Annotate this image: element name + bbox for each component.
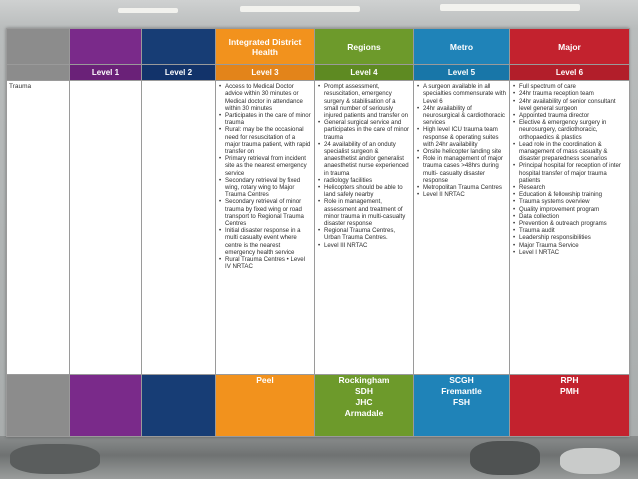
list-item: • General surgical service and participates in the care of minor trauma [324, 119, 411, 141]
list-item: • Secondary retrieval by fixed wing, rotary wing to Major Trauma Centres [225, 177, 312, 199]
footer-cell-level6 [510, 374, 630, 436]
level3-list [216, 81, 314, 270]
list-item: • Prompt assessment, resuscitation, emergency surgery & stabilisation of a small number of seriously injured patients and transfer on [324, 83, 411, 119]
list-item: • Helicopters should be able to land safely nearby [324, 184, 411, 198]
list-item: • Level I NRTAC [519, 249, 627, 256]
header-cell-regions: Regions [315, 29, 414, 65]
footer-cell-level1 [70, 374, 142, 436]
room-floor [0, 436, 638, 479]
level5-body-cell [414, 81, 510, 375]
level-cell-1: Level 1 [70, 65, 142, 81]
list-item: • Leadership responsibilities [519, 234, 627, 241]
hospital-name: RPH [560, 374, 579, 385]
list-item: • Education & fellowship training [519, 191, 627, 198]
list-item: • Rural Trauma Centres • Level IV NRTAC [225, 256, 312, 270]
list-item: • Onsite helicopter landing site [423, 148, 507, 155]
hospital-name: SDH [355, 385, 373, 396]
level4-list [315, 81, 413, 249]
trauma-levels-slide [6, 28, 629, 437]
list-item: • Data collection [519, 213, 627, 220]
hospital-name: Rockingham [338, 374, 390, 385]
hospital-name: Peel [256, 374, 274, 385]
level-cell-5: Level 5 [414, 65, 510, 81]
list-item: • Principal hospital for reception of inter hospital transfer of major trauma patients [519, 162, 627, 184]
list-item: • 24hr availability of neurosurgical & cardiothoracic services [423, 105, 507, 127]
level-cell-6: Level 6 [510, 65, 630, 81]
level6-body-cell [510, 81, 630, 375]
ceiling-light [240, 6, 360, 12]
list-item: • Rural: may be the occasional need for resuscitation of a major trauma patient, with rapid transfer on [225, 126, 312, 155]
ceiling-light [440, 4, 580, 11]
header-cell-level2 [142, 29, 216, 65]
list-item: • Access to Medical Doctor advice within 30 minutes or Medical doctor in attendance within 30 minutes [225, 83, 312, 112]
hospital-name: PMH [560, 385, 579, 396]
trauma-row [7, 81, 630, 375]
level-cell-4: Level 4 [315, 65, 414, 81]
list-item: • Trauma audit [519, 227, 627, 234]
list-item: • Prevention & outreach programs [519, 220, 627, 227]
list-item: • Research [519, 184, 627, 191]
level-cell-label [7, 65, 70, 81]
list-item: • Initial disaster response in a multi casualty event where centre is the nearest emergency health service [225, 227, 312, 256]
list-item: • Appointed trauma director [519, 112, 627, 119]
level-cell-2: Level 2 [142, 65, 216, 81]
level1-body-cell [70, 81, 142, 375]
floor-shape [470, 441, 540, 475]
list-item: • Level II NRTAC [423, 191, 507, 198]
header-cell-level1 [70, 29, 142, 65]
level3-body-cell [216, 81, 315, 375]
list-item: • Lead role in the coordination & management of mass casualty & disaster preparedness scenarios [519, 141, 627, 163]
list-item: • Secondary retrieval of minor trauma by fixed wing or road transport to Regional Trauma Centres [225, 198, 312, 227]
list-item: • Metropolitan Trauma Centres [423, 184, 507, 191]
header-cell-metro: Metro [414, 29, 510, 65]
list-item: • Role in management of major trauma cases >48hrs during multi- casualty disaster response [423, 155, 507, 184]
list-item: • 24 availability of an onduty specialist surgeon & anaesthetist and/or generalist anaesthetist nurse experienced in trauma [324, 141, 411, 177]
hospitals-row [7, 374, 630, 436]
list-item: • Major Trauma Service [519, 242, 627, 249]
level2-body-cell [142, 81, 216, 375]
level5-list [414, 81, 509, 198]
trauma-levels-table [6, 28, 630, 437]
hospital-name: JHC [355, 396, 373, 407]
footer-cell-level4 [315, 374, 414, 436]
hospital-name: Fremantle [441, 385, 482, 396]
floor-shape [560, 448, 620, 474]
floor-shape [10, 444, 100, 474]
level4-body-cell [315, 81, 414, 375]
list-item: • Primary retrieval from incident site as the nearest emergency service [225, 155, 312, 177]
list-item: • 24hr trauma reception team [519, 90, 627, 97]
list-item: • Regional Trauma Centres, Urban Trauma Centres. [324, 227, 411, 241]
footer-cell-label [7, 374, 70, 436]
row-label-cell [7, 81, 70, 375]
list-item: • Elective & emergency surgery in neurosurgery, cardiothoracic, orthopaedics & plastics [519, 119, 627, 141]
ceiling-light [118, 8, 178, 13]
footer-cell-level2 [142, 374, 216, 436]
list-item: • Level III NRTAC [324, 242, 411, 249]
level-cell-3: Level 3 [216, 65, 315, 81]
header-cell-major: Major [510, 29, 630, 65]
header-cell-label [7, 29, 70, 65]
footer-cell-level5 [414, 374, 510, 436]
list-item: • Role in management, assessment and treatment of minor trauma in multi-casualty disaster response [324, 198, 411, 227]
row-label-trauma: Trauma [9, 83, 32, 91]
hospital-name: SCGH [449, 374, 474, 385]
list-item: • Trauma systems overview [519, 198, 627, 205]
list-item: • Quality improvement program [519, 206, 627, 213]
hospital-name: Armadale [344, 407, 384, 418]
level-row [7, 65, 630, 81]
list-item: • Participates in the care of minor trauma [225, 112, 312, 126]
list-item: • radiology facilities [324, 177, 411, 184]
list-item: • 24hr availability of senior consultant level general surgeon [519, 98, 627, 112]
header-cell-integrated-district-health: Integrated District Health [216, 29, 315, 65]
hospital-name: FSH [453, 396, 470, 407]
header-row [7, 29, 630, 65]
list-item: • A surgeon available in all specialties commensurate with Level 6 [423, 83, 507, 105]
footer-cell-level3 [216, 374, 315, 436]
list-item: • High level ICU trauma team response & operating suites with 24hr availability [423, 126, 507, 148]
level6-list [510, 81, 629, 256]
list-item: • Full spectrum of care [519, 83, 627, 90]
